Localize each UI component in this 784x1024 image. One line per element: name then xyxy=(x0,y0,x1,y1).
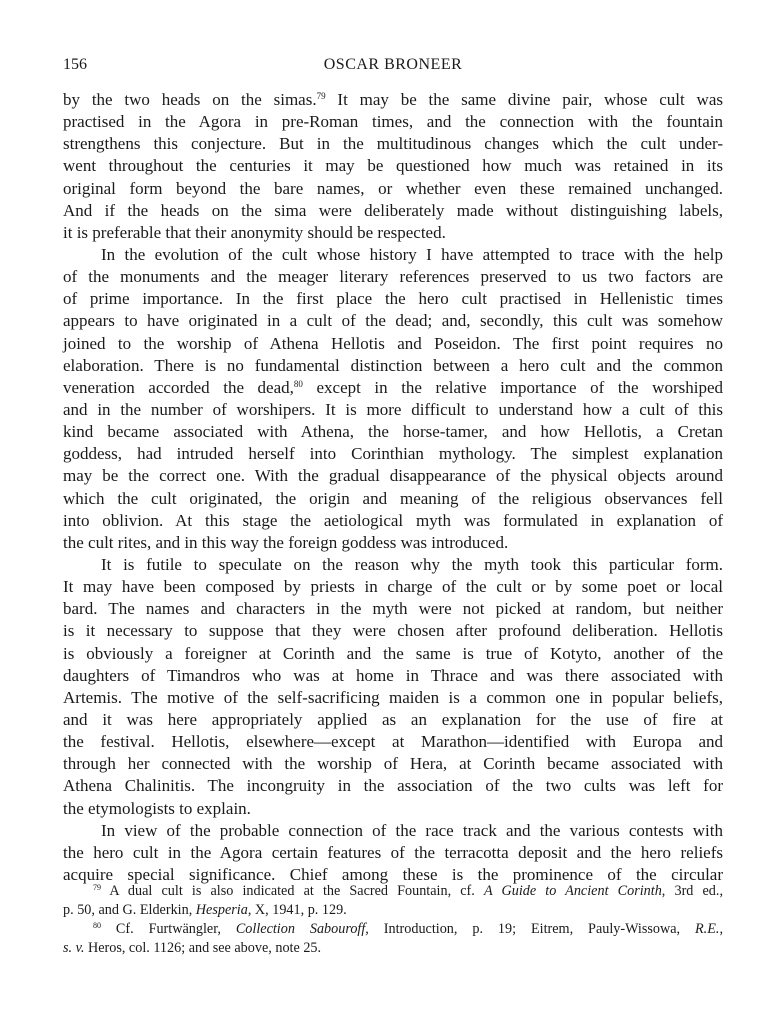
text-line: the etymologists to explain. xyxy=(63,798,251,818)
text-line: by the two heads on the simas.$^{79}$ It may be the same divine pair, whose cult was xyxy=(63,90,723,109)
text-line: In view of the probable connection of the race track and the various contests with xyxy=(101,820,723,840)
text-line: And if the heads on the sima were deliberately made without distinguishing labels, xyxy=(63,200,723,220)
text-line: may be the correct one. With the gradual disappearance of the physical objects around xyxy=(63,466,723,486)
text-line: elaboration. There is no fundamental distinction between a hero cult and the common xyxy=(63,355,723,375)
footnote-79: $^{79}$ A dual cult is also indicated at the Sacred Fountain, cf. A Guide to Ancient Corinth, 3rd ed., xyxy=(93,883,723,899)
text-line: appears to have originated in a cult of the dead; and, secondly, this cult was somehow xyxy=(63,311,723,331)
text-line: strengthens this conjecture. But in the multitudinous changes which the cult under- xyxy=(63,134,723,154)
text-line: and it was here appropriately applied as an explanation for the use of fire at xyxy=(63,709,723,729)
text-line: of the monuments and the meager literary references preserved to us two factors are xyxy=(63,267,723,287)
paragraph-3 xyxy=(63,554,723,820)
text-line: the cult rites, and in this way the foreign goddess was introduced. xyxy=(63,532,509,552)
text-line: is obviously a foreigner at Corinth and the same is true of Kotyto, another of the xyxy=(63,643,723,663)
text-line: veneration accorded the dead,$^{80}$ except in the relative importance of the worshiped xyxy=(63,377,723,397)
paragraph-2 xyxy=(63,244,723,554)
text-line: which the cult originated, the origin and meaning of the religious observances fell xyxy=(63,488,723,508)
page-number: 156 xyxy=(63,56,87,73)
text-line: into oblivion. At this stage the aetiological myth was formulated in explanation of xyxy=(63,510,723,530)
text-line: Artemis. The motive of the self-sacrificing maiden is a common one in popular beliefs, xyxy=(63,687,723,707)
paragraph-1 xyxy=(63,89,723,244)
citation-abbrev: R.E. xyxy=(695,921,720,937)
text-line: joined to the worship of Athena Hellotis and Poseidon. The first point requires no xyxy=(63,333,723,353)
journal-title: Hesperia xyxy=(195,902,248,918)
text-line: original form beyond the bare names, or whether even these remained unchanged. xyxy=(63,178,723,198)
text-line: bard. The names and characters in the myth were not picked at random, but neither xyxy=(63,599,723,619)
footnote-80: $^{80}$ Cf. Furtwängler, Collection Sabouroff, Introduction, p. 19; Eitrem, Pauly-Wissowa, R.E., xyxy=(93,921,723,937)
text-line: of prime importance. In the first place the hero cult practised in Hellenistic times xyxy=(63,289,723,309)
text-line: It is futile to speculate on the reason why the myth took this particular form. xyxy=(101,554,723,574)
footnotes xyxy=(63,882,723,958)
text-line: it is preferable that their anonymity should be respected. xyxy=(63,222,446,242)
page-header xyxy=(63,56,723,80)
citation-abbrev: s. v. xyxy=(63,940,85,956)
text-line: practised in the Agora in pre-Roman times, and the connection with the fountain xyxy=(63,112,723,132)
footnote-ref-80: 80 xyxy=(293,378,303,389)
text-line: the hero cult in the Agora certain features of the terracotta deposit and the hero reliefs xyxy=(63,842,723,862)
text-line: daughters of Timandros who was at home in Thrace and was there associated with xyxy=(63,665,723,685)
citation-title: Collection Sabouroff xyxy=(235,921,366,937)
text-line: and in the number of worshipers. It is more difficult to understand how a cult of this xyxy=(63,399,723,419)
citation-title: A Guide to Ancient Corinth xyxy=(483,883,662,899)
text-line: kind became associated with Athena, the horse-tamer, and how Hellotis, a Cretan xyxy=(63,422,723,442)
text-line: goddess, had intruded herself into Corinthian mythology. The simplest explanation xyxy=(63,444,723,464)
footnote-80-continued: s. v. Heros, col. 1126; and see above, note 25. xyxy=(63,940,322,956)
footnote-ref-79: 79 xyxy=(316,91,326,101)
text-line: the festival. Hellotis, elsewhere—except at Marathon—identified with Europa and xyxy=(63,732,723,752)
body-text xyxy=(63,89,723,886)
text-line: is it necessary to suppose that they were chosen after profound deliberation. Hellotis xyxy=(63,621,723,641)
text-line: It may have been composed by priests in charge of the cult or by some poet or local xyxy=(63,577,723,597)
text-line: acquire special significance. Chief among these is the prominence of the circular xyxy=(63,864,723,884)
text-line: through her connected with the worship of Hera, at Corinth became associated with xyxy=(63,754,723,774)
footnote-mark: 80 xyxy=(93,921,101,930)
text-line: went throughout the centuries it may be questioned how much was retained in its xyxy=(63,156,723,176)
text-line: Athena Chalinitis. The incongruity in the association of the two cults was left for xyxy=(63,776,723,796)
footnote-mark: 79 xyxy=(93,883,101,892)
running-head: OSCAR BRONEER xyxy=(323,56,463,73)
text-line: In the evolution of the cult whose history I have attempted to trace with the help xyxy=(101,244,723,264)
paragraph-4 xyxy=(63,820,723,886)
footnote-79-continued: p. 50, and G. Elderkin, Hesperia, X, 1941, p. 129. xyxy=(63,902,347,918)
